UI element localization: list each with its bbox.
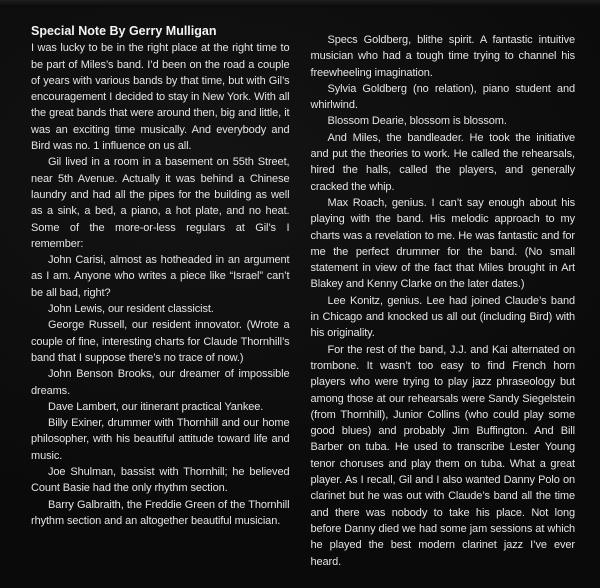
paragraph: Gil lived in a room in a basement on 55th Street, near 5th Avenue. Actually it was behind a Chinese laundry and had all the pipes for the building as well as a sink, a bed, a piano, a hot plate, and no heat. Some of the more-or-less regulars at Gil’s I remember: [31, 156, 290, 250]
paragraph: John Carisi, almost as hotheaded in an argument as I am. Anyone who writes a piece like “Israel” can’t be all bad, right? [31, 254, 290, 299]
paragraph: Sylvia Goldberg (no relation), piano student and whirlwind. [310, 82, 575, 112]
paragraph: Max Roach, genius. I can’t say enough about his playing with the band. His melodic approach to my charts was a revelation to me. He was fantastic and for me the perfect drummer for the band. (No small statement in view of the fact that Miles brought in Art Blakey and Kenny Clarke on the later dates.) [310, 196, 575, 291]
text-columns [31, 23, 575, 570]
paragraph: John Lewis, our resident classicist. [48, 303, 214, 316]
section-title: Special Note By Gerry Mulligan [31, 24, 217, 38]
paragraph: Blossom Dearie, blossom is blossom. [327, 115, 507, 128]
paragraph: And Miles, the bandleader. He took the initiative and put the theories to work. He called the rehearsals, hired the halls, called the players, and generally cracked the whip. [310, 131, 575, 193]
paragraph: Dave Lambert, our itinerant practical Yankee. [48, 400, 264, 413]
paragraph: Lee Konitz, genius. Lee had joined Claude’s band in Chicago and knocked us all out (including Bird) with his originality. [310, 294, 575, 340]
paragraph: For the rest of the band, J.J. and Kai alternated on trombone. It wasn’t too easy to find French horn players who were trying to play jazz phraseology but among those at our rehearsals were Sandy Siegelstein (from Thornhill), Junior Collins (who could play some good blues) and probably Jim Buffington. And Bill Barber on tuba. He used to transcribe Lester Young tenor choruses and play them on tuba. What a great player. As I recall, Gil and I also wanted Danny Polo on clarinet but he was out with Claude’s band all the time and there was nobody to take his place. Not long before Danny died we had some jam sessions at which he played the best modern clarinet jazz I’ve ever heard. [310, 343, 575, 568]
scan-edge [0, 0, 600, 7]
paragraph: Joe Shulman, bassist with Thornhill; he believed Count Basie had the only rhythm section. [31, 466, 290, 495]
paragraph: George Russell, our resident innovator. (Wrote a couple of fine, interesting charts for Claude Thornhill’s band that I suppose there’s no trace of now.) [31, 319, 290, 364]
left-column [31, 23, 290, 570]
right-column [311, 23, 576, 570]
paragraph: John Benson Brooks, our dreamer of impossible dreams. [31, 368, 290, 397]
paragraph: Barry Galbraith, the Freddie Green of the Thornhill rhythm section and an altogether beautiful musician. [31, 498, 290, 527]
paragraph: I was lucky to be in the right place at the right time to be part of Miles’s band. I’d been on the road a couple of years with various bands by that time, but with Gil’s encouragement I decided to stay in New York. With all the great bands that were around then, big and little, it was an exciting time musically. And everybody and Bird was no. 1 influence on us all. [31, 42, 290, 153]
paragraph: Specs Goldberg, blithe spirit. A fantastic intuitive musician who had a tough time trying to channel his freewheeling imagination. [310, 34, 575, 79]
paragraph: Billy Exiner, drummer with Thornhill and our home philosopher, with his beautiful attitude toward life and music. [31, 417, 290, 462]
